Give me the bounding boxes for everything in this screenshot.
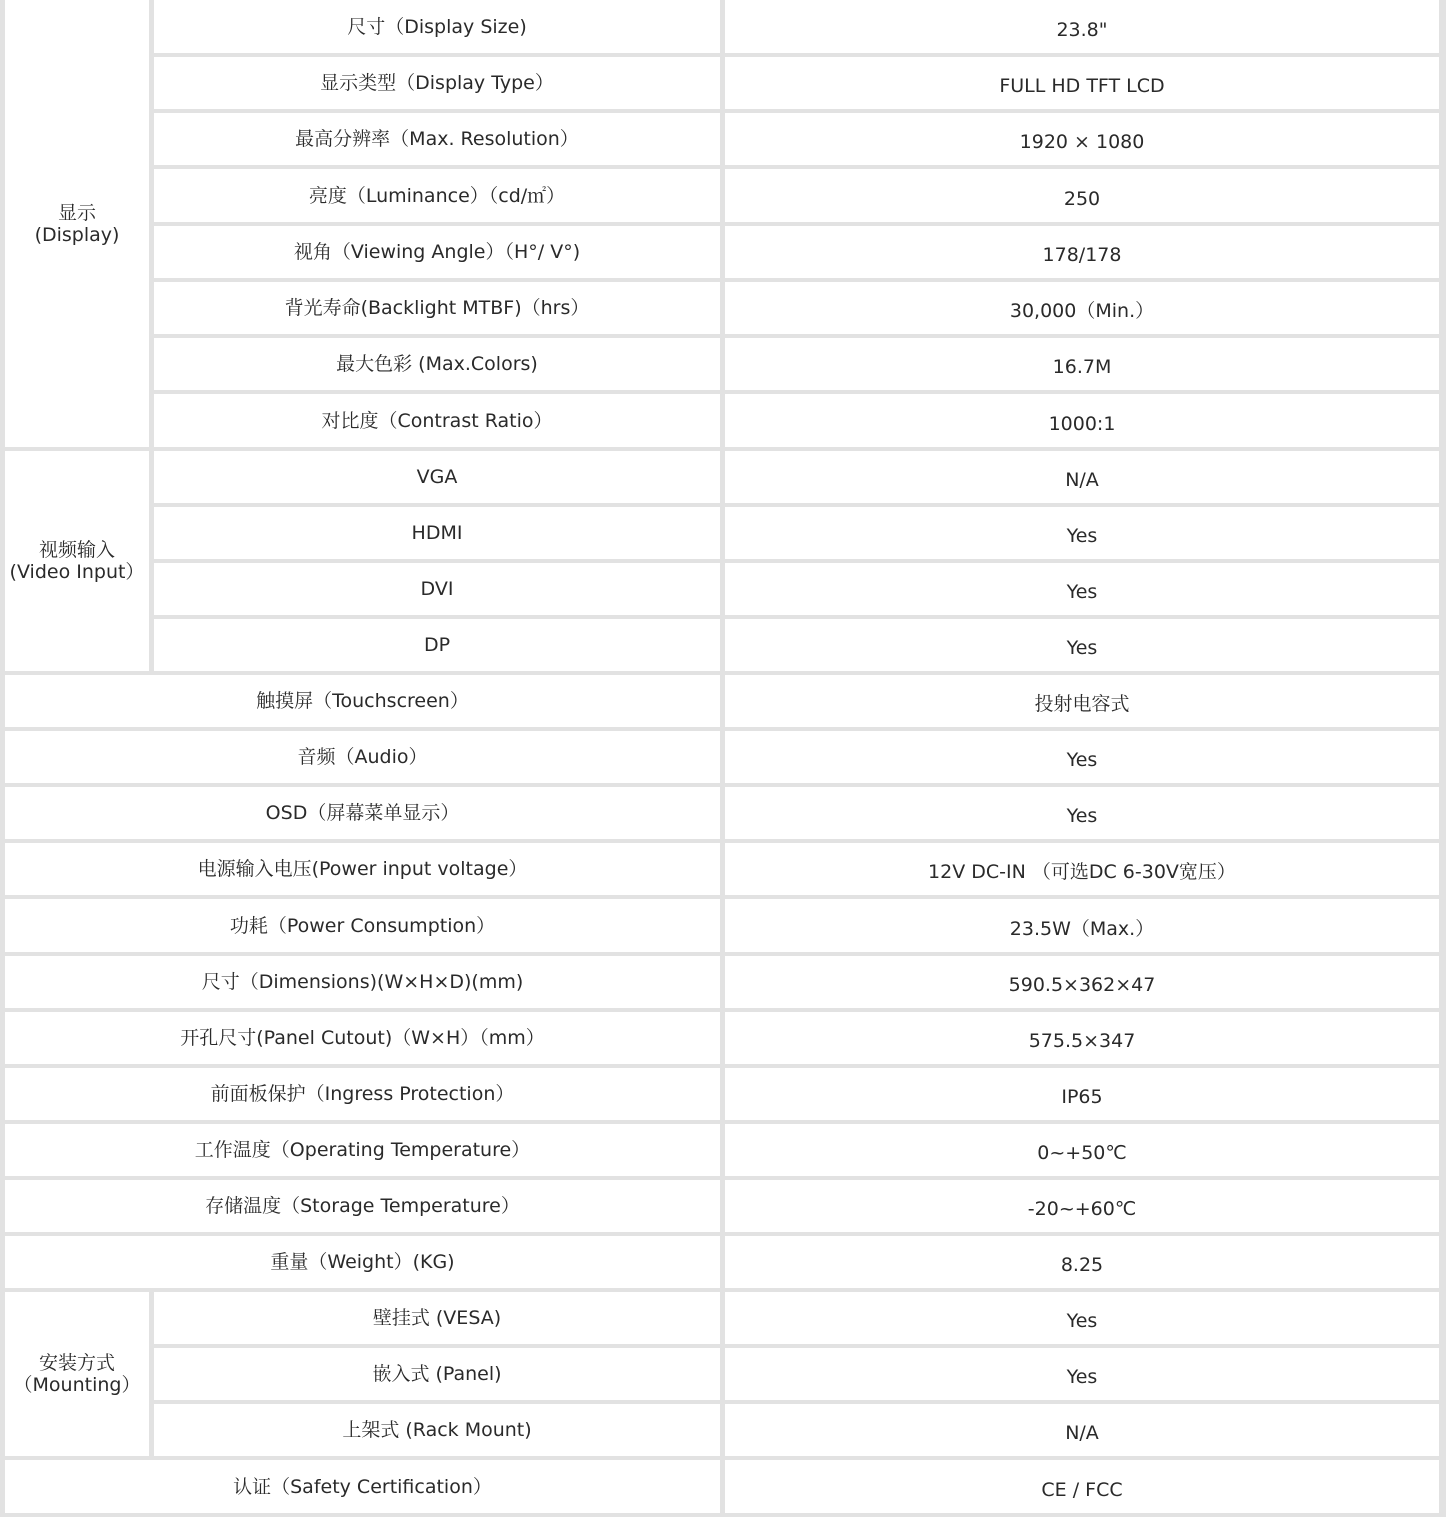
group-label-mounting-en: （Mounting）: [13, 1374, 141, 1396]
spec-value: CE / FCC: [725, 1460, 1439, 1513]
spec-label: DP: [154, 619, 720, 671]
spec-value: FULL HD TFT LCD: [725, 57, 1439, 109]
spec-value: Yes: [725, 507, 1439, 559]
spec-value: Yes: [725, 563, 1439, 615]
spec-label: 触摸屏（Touchscreen）: [5, 675, 720, 727]
spec-label: 尺寸（Display Size): [154, 0, 720, 53]
spec-value: 8.25: [725, 1236, 1439, 1288]
spec-label: 壁挂式 (VESA): [154, 1292, 720, 1344]
spec-value: N/A: [725, 1404, 1439, 1456]
spec-label: DVI: [154, 563, 720, 615]
spec-value: Yes: [725, 1348, 1439, 1400]
spec-value: 30,000（Min.）: [725, 282, 1439, 334]
spec-value: 23.5W（Max.）: [725, 899, 1439, 952]
spec-value: 1920 × 1080: [725, 113, 1439, 165]
spec-label: 上架式 (Rack Mount): [154, 1404, 720, 1456]
spec-value: 1000:1: [725, 394, 1439, 447]
spec-label: 对比度（Contrast Ratio）: [154, 394, 720, 447]
group-label-display-zh: 显示: [57, 201, 96, 224]
spec-value: N/A: [725, 451, 1439, 503]
spec-label: VGA: [154, 451, 720, 503]
spec-value: 23.8": [725, 0, 1439, 53]
group-label-video-input-zh: 视频输入: [38, 539, 115, 561]
spec-value: 590.5×362×47: [725, 956, 1439, 1008]
spec-value: 178/178: [725, 226, 1439, 278]
spec-value: Yes: [725, 619, 1439, 671]
spec-label: 电源输入电压(Power input voltage）: [5, 843, 720, 895]
spec-value: -20~+60℃: [725, 1180, 1439, 1232]
spec-value: 575.5×347: [725, 1012, 1439, 1064]
group-label-video-input-en: (Video Input）: [9, 561, 145, 583]
spec-label: 亮度（Luminance）（cd/㎡）: [154, 169, 720, 222]
spec-value: 0~+50℃: [725, 1124, 1439, 1176]
spec-label: 认证（Safety Certification）: [5, 1460, 720, 1513]
spec-value: Yes: [725, 1292, 1439, 1344]
spec-label: 音频（Audio）: [5, 731, 720, 783]
spec-label: 开孔尺寸(Panel Cutout)（W×H）（mm）: [5, 1012, 720, 1064]
group-label-mounting-zh: 安装方式: [38, 1352, 115, 1374]
group-label-video-input: [5, 451, 149, 671]
spec-label: 重量（Weight）(KG): [5, 1236, 720, 1288]
spec-label: 前面板保护（Ingress Protection）: [5, 1068, 720, 1120]
spec-value: Yes: [725, 787, 1439, 839]
spec-value: 16.7M: [725, 338, 1439, 390]
spec-label: 存储温度（Storage Temperature）: [5, 1180, 720, 1232]
spec-label: 最大色彩 (Max.Colors): [154, 338, 720, 390]
spec-label: 视角（Viewing Angle）（H°/ V°): [154, 226, 720, 278]
spec-label: 工作温度（Operating Temperature）: [5, 1124, 720, 1176]
spec-label: 尺寸（Dimensions)(W×H×D)(mm): [5, 956, 720, 1008]
spec-value: 250: [725, 169, 1439, 222]
spec-value: IP65: [725, 1068, 1439, 1120]
spec-label: 嵌入式 (Panel): [154, 1348, 720, 1400]
spec-label: 最高分辨率（Max. Resolution）: [154, 113, 720, 165]
spec-label: 背光寿命(Backlight MTBF)（hrs）: [154, 282, 720, 334]
spec-label: 显示类型（Display Type）: [154, 57, 720, 109]
spec-value: Yes: [725, 731, 1439, 783]
group-label-display-en: (Display): [34, 223, 120, 246]
spec-value: 投射电容式: [725, 675, 1439, 727]
spec-label: OSD（屏幕菜单显示）: [5, 787, 720, 839]
spec-value: 12V DC-IN （可选DC 6-30V宽压）: [725, 843, 1439, 895]
spec-label: 功耗（Power Consumption）: [5, 899, 720, 952]
group-label-display: [5, 0, 149, 447]
spec-label: HDMI: [154, 507, 720, 559]
group-label-mounting: [5, 1292, 149, 1456]
